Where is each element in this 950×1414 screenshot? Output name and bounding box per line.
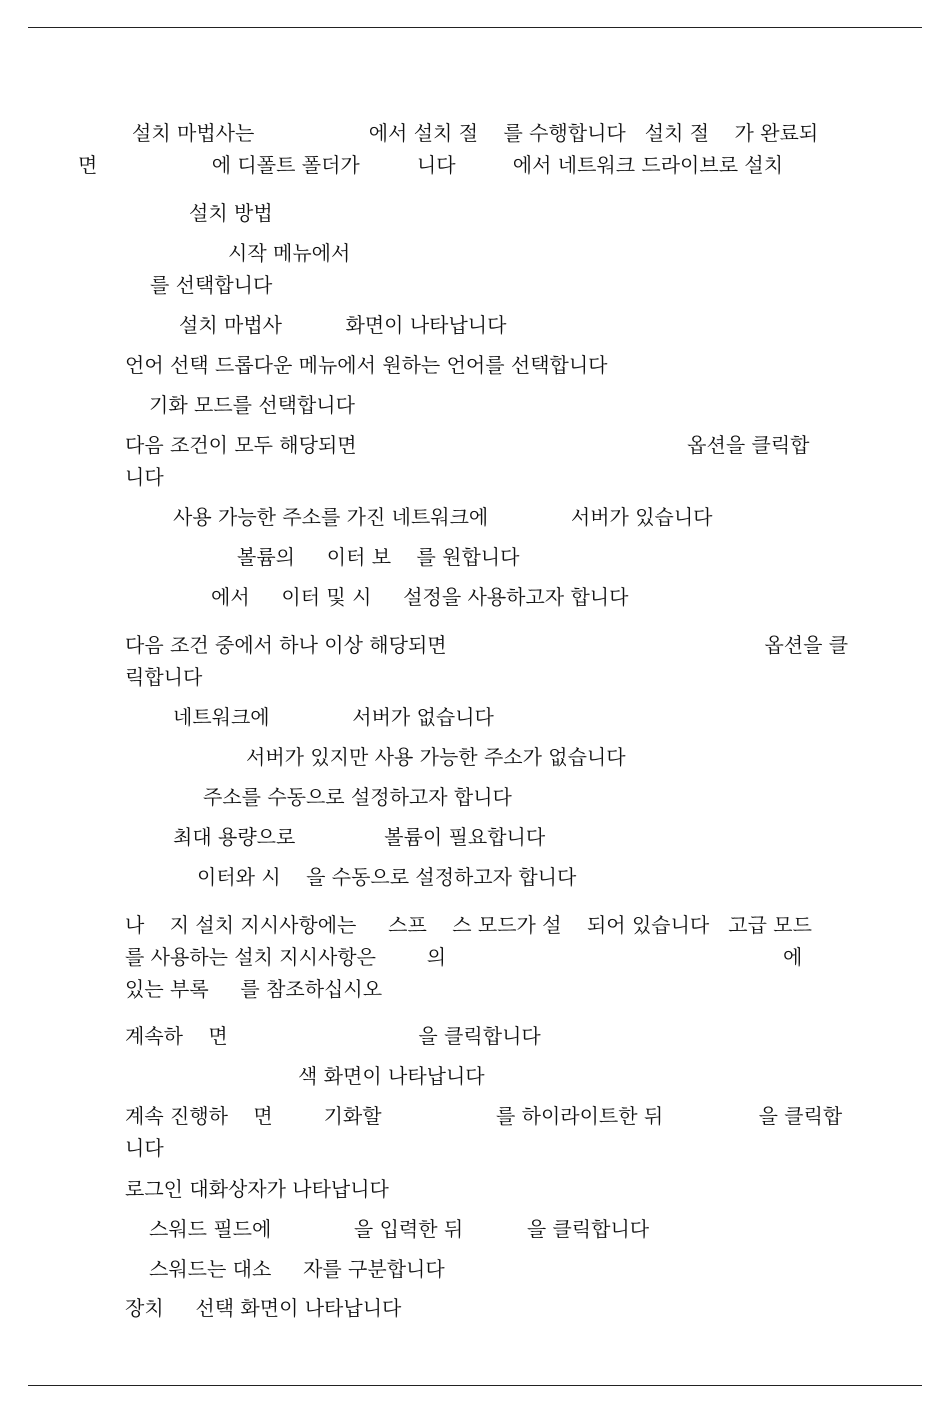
footer-rule xyxy=(28,1385,922,1386)
text-line: 설치 마법사 화면이 나타납니다 xyxy=(179,313,507,337)
text-line: 계속하 면 을 클릭합니다 xyxy=(125,1024,541,1048)
text-line: 있는 부록 를 참조하십시오 xyxy=(125,977,383,1001)
text-line: 이터와 시 을 수동으로 설정하고자 합니다 xyxy=(197,865,577,889)
text-line: 설치 마법사는 에서 설치 절 를 수행합니다 설치 절 가 완료되 xyxy=(132,121,819,145)
text-line: 면 에 디폴트 폴더가 니다 에서 네트워크 드라이브로 설치 xyxy=(78,153,784,177)
text-line: 볼륨의 이터 보 를 원합니다 xyxy=(237,545,520,569)
text-line: 로그인 대화상자가 나타납니다 xyxy=(125,1177,389,1201)
text-line: 다음 조건이 모두 해당되면 옵션을 클릭합 xyxy=(125,433,810,457)
text-line: 니다 xyxy=(125,465,164,489)
text-line: 계속 진행하 면 기화할 를 하이라이트한 뒤 을 클릭합 xyxy=(125,1104,843,1128)
text-line: 장치 선택 화면이 나타납니다 xyxy=(125,1296,402,1320)
text-line: 나 지 설치 지시사항에는 스프 스 모드가 설 되어 있습니다 고급 모드 xyxy=(125,913,812,937)
section-heading: 설치 방법 xyxy=(189,201,273,225)
text-line: 서버가 있지만 사용 가능한 주소가 없습니다 xyxy=(246,745,626,769)
text-line: 스워드는 대소 자를 구분합니다 xyxy=(149,1257,445,1281)
text-line: 를 사용하는 설치 지시사항은 의 에 xyxy=(125,945,803,969)
text-line: 최대 용량으로 볼륨이 필요합니다 xyxy=(173,825,546,849)
text-line: 시작 메뉴에서 xyxy=(228,241,351,265)
text-line: 릭합니다 xyxy=(125,665,203,689)
text-line: 니다 xyxy=(125,1136,164,1160)
text-line: 사용 가능한 주소를 가진 네트워크에 서버가 있습니다 xyxy=(173,505,713,529)
text-line: 스워드 필드에 을 입력한 뒤 을 클릭합니다 xyxy=(149,1217,650,1241)
text-line: 에서 이터 및 시 설정을 사용하고자 합니다 xyxy=(211,585,629,609)
text-line: 주소를 수동으로 설정하고자 합니다 xyxy=(203,785,512,809)
text-line: 기화 모드를 선택합니다 xyxy=(149,393,355,417)
text-line: 네트워크에 서버가 없습니다 xyxy=(173,705,494,729)
header-rule xyxy=(28,27,922,28)
text-line: 를 선택합니다 xyxy=(150,273,273,297)
text-line: 다음 조건 중에서 하나 이상 해당되면 옵션을 클 xyxy=(125,633,849,657)
text-line: 언어 선택 드롭다운 메뉴에서 원하는 언어를 선택합니다 xyxy=(125,353,608,377)
text-line: 색 화면이 나타납니다 xyxy=(298,1064,485,1088)
